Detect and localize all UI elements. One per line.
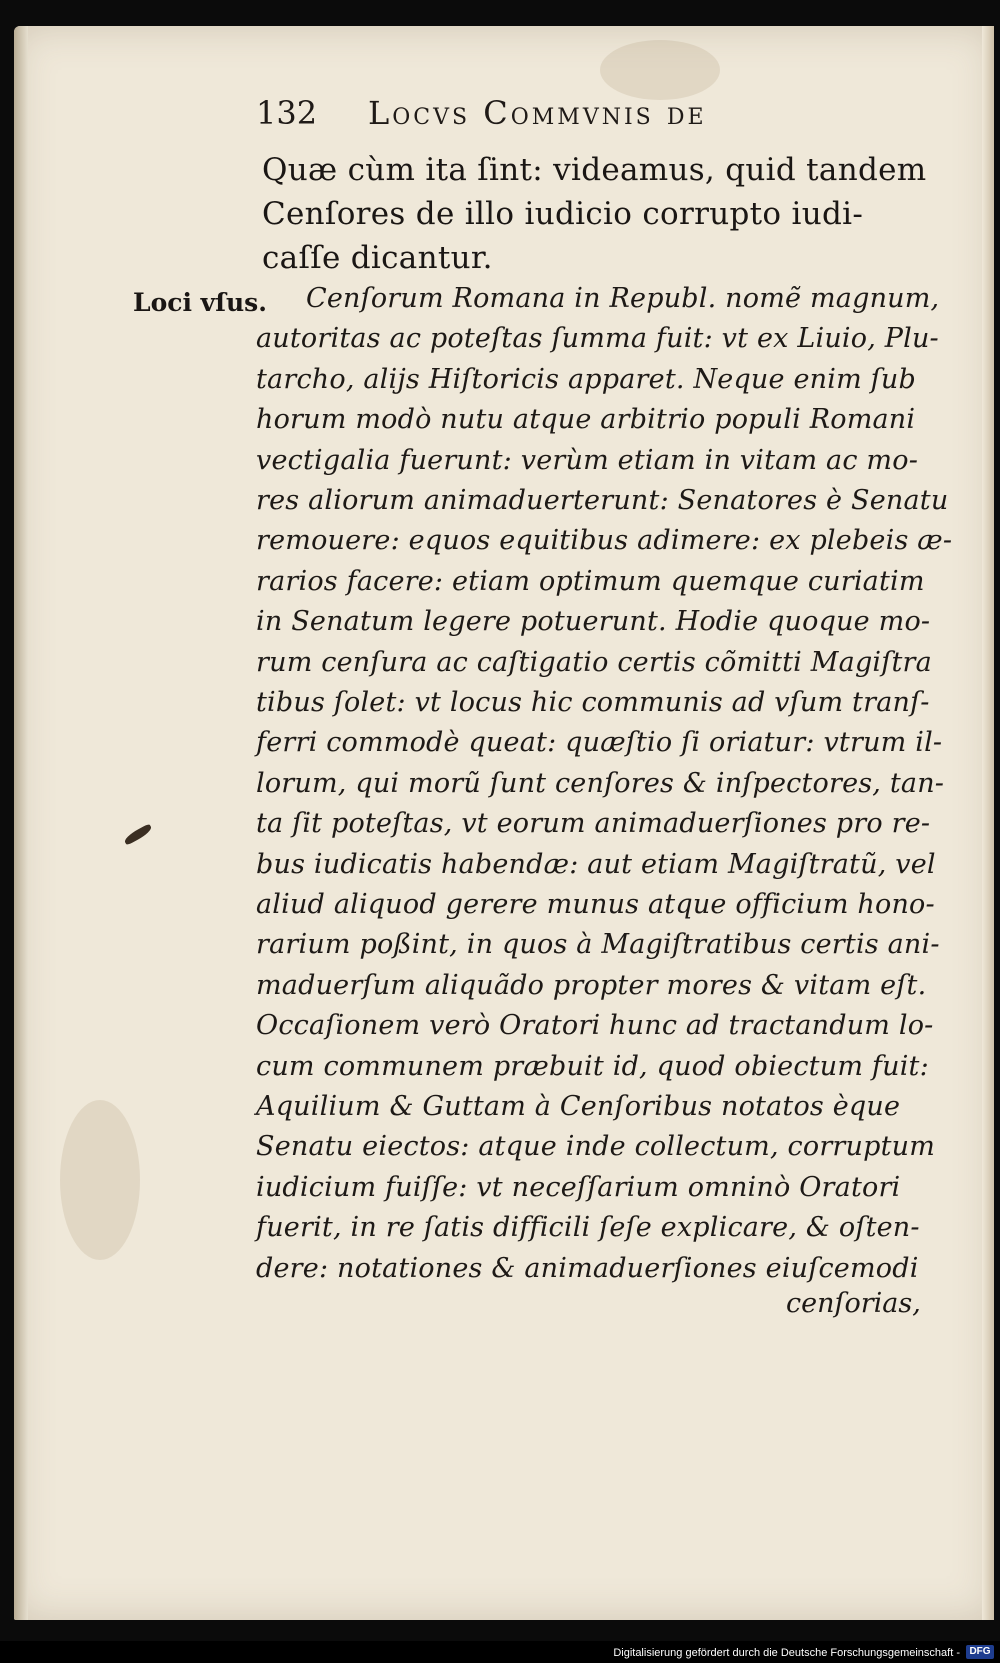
text-line: tibus ſolet: vt locus hic communis ad vſum tranſ- — [256, 687, 930, 718]
running-title: Locvs Commvnis de — [368, 94, 707, 132]
dfg-logo: DFG — [966, 1645, 994, 1659]
text-line: fuerit, in re ſatis difficili ſeſe explicare, & oſten- — [256, 1212, 920, 1244]
text-line: Cenſores de illo iudicio corrupto iudi- — [262, 196, 864, 232]
text-line: bus iudicatis habendæ: aut etiam Magiſtratũ, vel — [256, 848, 936, 880]
text-line: rarios facere: etiam optimum quemque curiatim — [256, 565, 925, 597]
page-number: 132 — [256, 94, 318, 132]
marginal-note: Loci vſus. — [133, 288, 267, 317]
text-line: maduerſum aliquãdo propter mores & vitam eſt. — [256, 969, 927, 1001]
text-line: caſſe dicantur. — [262, 240, 493, 276]
text-line: remouere: equos equitibus adimere: ex plebeis æ- — [256, 525, 953, 557]
text-line: Senatu eiectos: atque inde collectum, corruptum — [256, 1131, 936, 1163]
text-line: Aquilium & Guttam à Cenſoribus notatos èque — [256, 1091, 901, 1122]
text-line: Quæ cùm ita ſint: videamus, quid tandem — [262, 152, 927, 188]
text-line: lorum, qui morũ ſunt cenſores & inſpectores, tan- — [256, 767, 945, 799]
text-line: ferri commodè queat: quæſtio ſi oriatur: vtrum il- — [256, 727, 943, 759]
catchword: cenſorias, — [786, 1288, 921, 1319]
text-line: rum cenſura ac caſtigatio certis cõmitti Magiſtra — [256, 646, 932, 678]
text-line: in Senatum legere potuerunt. Hodie quoque mo- — [256, 606, 931, 638]
text-line: ta ſit poteſtas, vt eorum animaduerſiones pro re- — [256, 808, 931, 840]
paper-stain — [60, 1100, 140, 1260]
text-line: tarcho, aliјs Hiſtoricis apparet. Neque enim ſub — [256, 363, 916, 395]
text-line: Cenſorum Romana in Republ. nomẽ magnum, — [306, 283, 940, 314]
funding-credit: Digitalisierung gefördert durch die Deutsche Forschungsgemeinschaft - — [613, 1647, 960, 1659]
text-line: autoritas ac poteſtas ſumma fuit: vt ex Liuio, Plu- — [256, 323, 939, 355]
text-line: Occaſionem verò Oratori hunc ad tractandum lo- — [256, 1010, 934, 1042]
text-line: aliud aliquod gerere munus atque officium hono- — [256, 889, 935, 920]
text-line: vectigalia fuerunt: verùm etiam in vitam ac mo- — [256, 444, 919, 476]
text-line: rarium poßint, in quos à Magiſtratibus certis ani- — [256, 929, 940, 961]
text-line: cum communem præbuit id, quod obiectum fuit: — [256, 1050, 929, 1082]
text-line: horum modò nutu atque arbitrio populi Romani — [256, 404, 916, 436]
text-line: res aliorum animaduerterunt: Senatores è Senatu — [256, 485, 949, 516]
text-line: dere: notationes & animaduerſiones eiuſcemodi — [256, 1252, 919, 1284]
text-line: iudicium fuiſſe: vt neceſſarium omninò Oratori — [256, 1171, 901, 1203]
running-header — [256, 88, 956, 138]
digitization-footer — [0, 1641, 1000, 1663]
